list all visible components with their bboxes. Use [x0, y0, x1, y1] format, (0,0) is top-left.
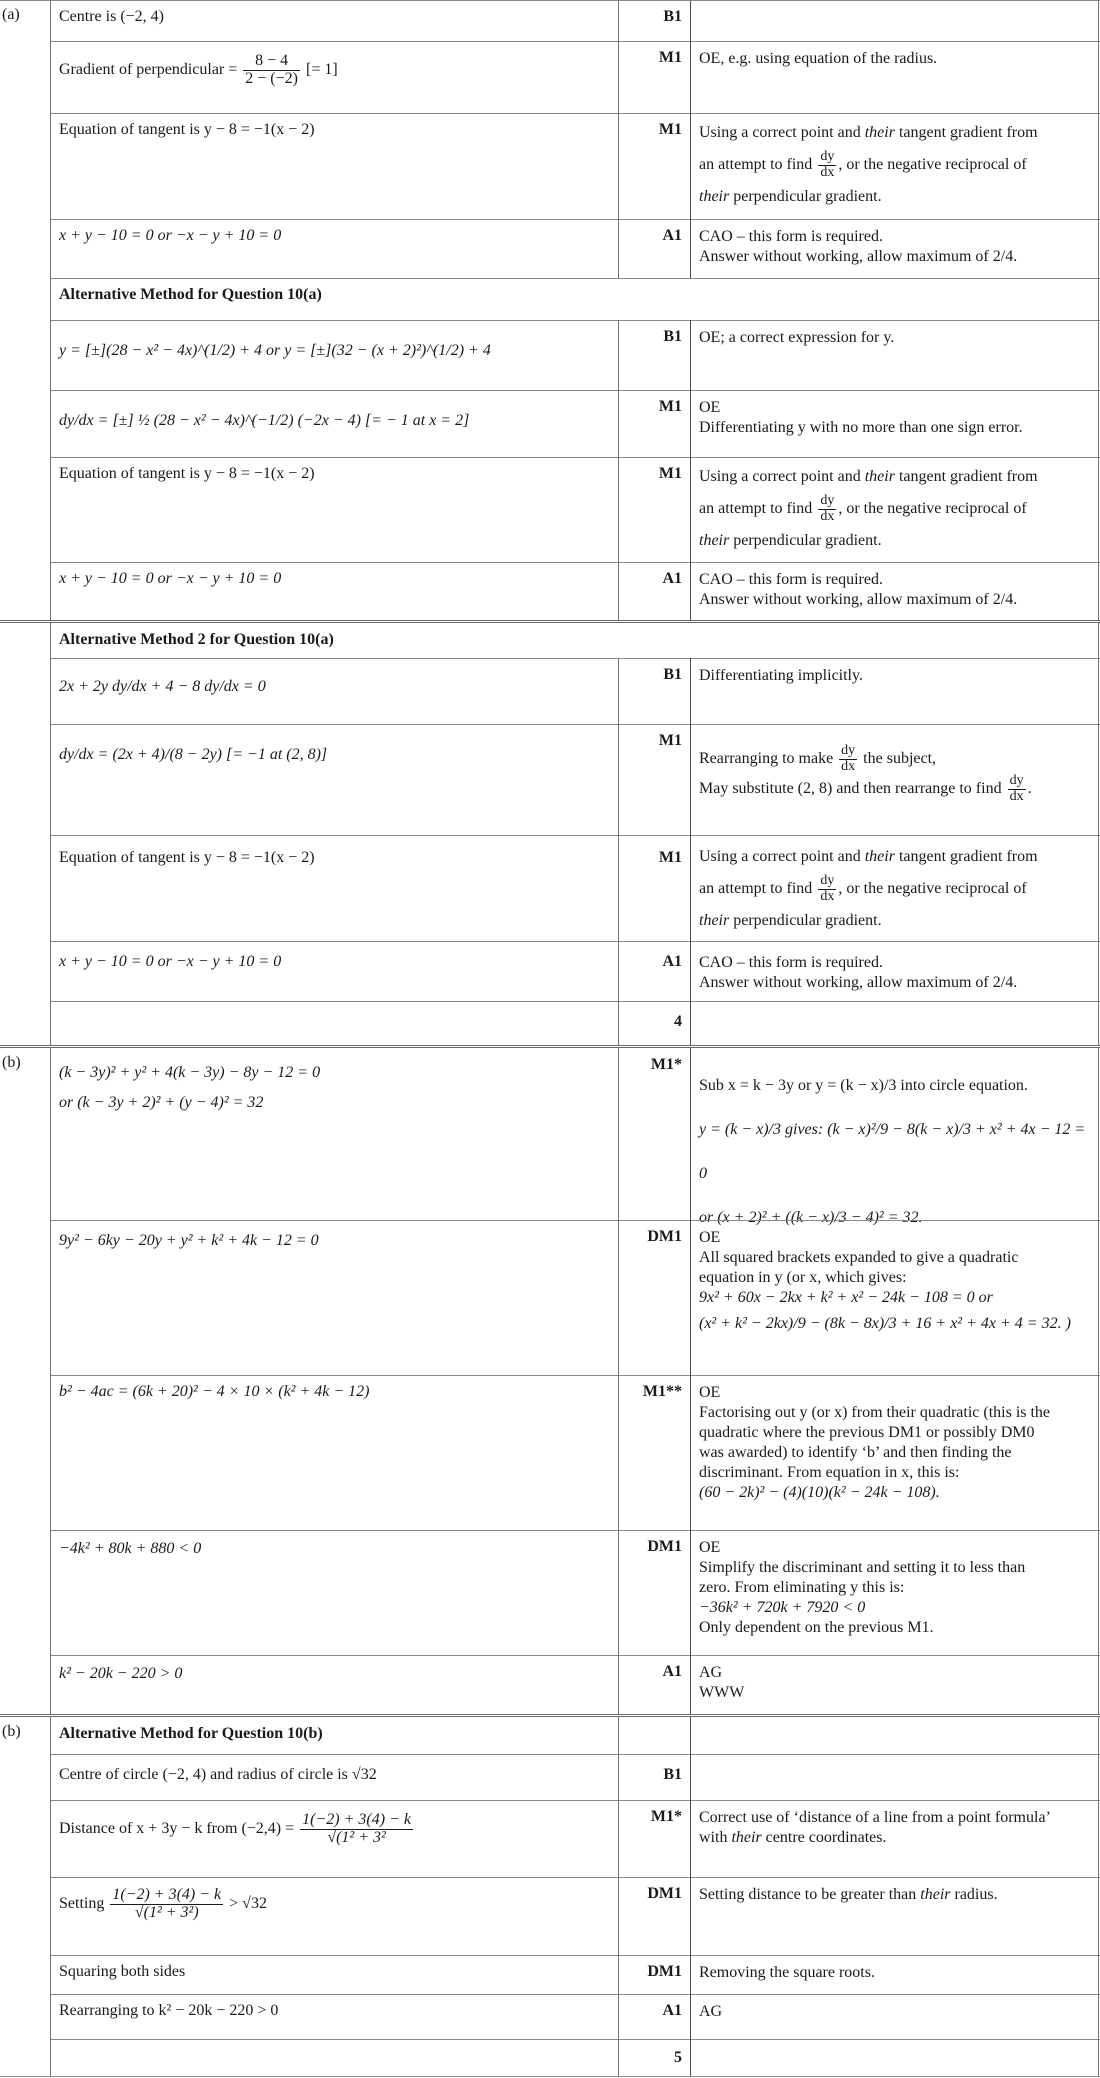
table-row [0, 1994, 1100, 2039]
guidance-cell [690, 1877, 1099, 1955]
guidance-emphasis: their [864, 468, 895, 485]
mark-cell: M1 [618, 113, 690, 219]
guidance-emphasis: their [731, 1829, 762, 1846]
guidance-cell [690, 1530, 1099, 1655]
fraction-numerator: 8 − 4 [243, 53, 300, 71]
table-row [0, 1800, 1100, 1877]
answer-text: or (k − 3y + 2)² + (y − 4)² = 32 [59, 1094, 264, 1111]
guidance-text: 9x² + 60x − 2kx + k² + x² − 24k − 108 = 0 or [699, 1289, 993, 1306]
answer-cell [50, 41, 618, 113]
guidance-cell [690, 1220, 1099, 1375]
total-row [0, 1001, 1100, 1045]
guidance-text: y = (k − x)/3 gives: (k − x)²/9 − 8(k − x)/3 + x² + 4x − 12 = 0 [699, 1121, 1086, 1182]
table-row [0, 562, 1100, 620]
guidance-cell [690, 219, 1099, 278]
table-row [0, 1877, 1100, 1955]
total-row [0, 2039, 1100, 2076]
mark-cell: DM1 [618, 1877, 690, 1955]
table-row [0, 1955, 1100, 1994]
section-heading-row [0, 278, 1100, 320]
mark-cell: DM1 [618, 1530, 690, 1655]
mark-cell: DM1 [618, 1220, 690, 1375]
fraction-numerator: dy [1009, 773, 1024, 789]
guidance-text: perpendicular gradient. [733, 188, 882, 205]
guidance-text: tangent gradient from [898, 468, 1038, 485]
table-row [0, 390, 1100, 457]
table-row [0, 219, 1100, 278]
guidance-text: equation in y (or x, which gives: [699, 1269, 907, 1286]
fraction-denominator: dx [820, 508, 835, 524]
fraction [110, 1887, 223, 1922]
mark-cell: A1 [618, 219, 690, 278]
guidance-text: Using a correct point and [699, 848, 861, 865]
guidance-text: the subject, [863, 749, 937, 767]
guidance-cell [690, 562, 1099, 620]
guidance-text: or (x + 2)² + ((k − x)/3 − 4)² = 32. [699, 1209, 923, 1226]
table-row [0, 1375, 1100, 1530]
guidance-text: tangent gradient from [898, 124, 1038, 141]
answer-cell: Centre of circle (−2, 4) and radius of circle is √32 [50, 1754, 618, 1800]
fraction-numerator: dy [820, 493, 835, 509]
guidance-cell [690, 1655, 1099, 1714]
guidance-emphasis: their [699, 912, 730, 929]
mark-cell: M1 [618, 457, 690, 562]
guidance-text: WWW [699, 1684, 745, 1701]
table-row [0, 1754, 1100, 1800]
guidance-text: Correct use of ‘distance of a line from a point formula’ [699, 1809, 1051, 1826]
table-row [0, 1048, 1100, 1226]
section-heading: Alternative Method 2 for Question 10(a) [50, 623, 1099, 658]
guidance-text: perpendicular gradient. [733, 532, 882, 549]
answer-cell: dy/dx = (2x + 4)/(8 − 2y) [= −1 at (2, 8)] [50, 724, 618, 835]
guidance-cell [690, 390, 1099, 457]
answer-cell: x + y − 10 = 0 or −x − y + 10 = 0 [50, 941, 618, 1001]
mark-cell: M1 [618, 835, 690, 941]
answer-cell [50, 1048, 618, 1220]
guidance-text: OE [699, 399, 721, 416]
guidance-cell [690, 1375, 1099, 1530]
guidance-cell: Rearranging to make $\frac{dy}{dx}$ the subject, May substitute (2, 8) and then rearrange to find $\frac{dy}{dx}$ . [690, 724, 1099, 835]
mark-cell: B1 [618, 1754, 690, 1800]
guidance-cell [690, 1048, 1099, 1226]
table-row [0, 1655, 1100, 1714]
guidance-cell: AG [690, 1994, 1099, 2039]
guidance-text: was awarded) to identify ‘b’ and then finding the [699, 1444, 1012, 1461]
guidance-text: CAO – this form is required. [699, 954, 883, 971]
guidance-cell: Differentiating implicitly. [690, 658, 1099, 724]
guidance-text: , or the negative reciprocal of [838, 500, 1027, 517]
guidance-text: zero. From eliminating y this is: [699, 1579, 905, 1596]
fraction-numerator: 1(−2) + 3(4) − k [112, 1886, 222, 1903]
answer-cell [50, 1800, 618, 1877]
fraction-denominator: dx [1009, 789, 1024, 805]
part-label: (a) [2, 6, 20, 23]
guidance-text: perpendicular gradient. [733, 912, 882, 929]
guidance-text: an attempt to find [699, 880, 813, 897]
table-row [0, 1220, 1100, 1375]
dy-dx-fraction [818, 150, 836, 180]
answer-text: > √32 [225, 1894, 267, 1912]
guidance-text: Rearranging to make [699, 749, 834, 767]
dy-dx-fraction [818, 874, 836, 904]
guidance-text: −36k² + 720k + 7920 < 0 [699, 1599, 866, 1616]
guidance-text: OE [699, 1539, 721, 1556]
guidance-text: Using a correct point and [699, 468, 861, 485]
fraction-numerator: 1(−2) + 3(4) − k [302, 1811, 411, 1828]
guidance-text: Answer without working, allow maximum of 2/4. [699, 248, 1018, 265]
guidance-text: Setting distance to be greater than [699, 1886, 917, 1903]
answer-cell: dy/dx = [±] ½ (28 − x² − 4x)^(−1/2) (−2x − 4) [= − 1 at x = 2] [50, 390, 618, 457]
guidance-text: All squared brackets expanded to give a quadratic [699, 1249, 1019, 1266]
table-row [0, 320, 1100, 390]
fraction [243, 53, 300, 88]
guidance-text: Answer without working, allow maximum of 2/4. [699, 974, 1018, 991]
guidance-text: discriminant. From equation in x, this is: [699, 1464, 960, 1481]
guidance-cell [690, 941, 1099, 1001]
table-row [0, 457, 1100, 562]
guidance-cell: Removing the square roots. [690, 1955, 1099, 1994]
guidance-text: May substitute (2, 8) and then rearrange to find [699, 780, 1002, 798]
mark-cell: M1 [618, 724, 690, 835]
mark-cell: A1 [618, 1994, 690, 2039]
guidance-cell [690, 0, 1099, 41]
guidance-text: centre coordinates. [765, 1829, 887, 1846]
guidance-text: Simplify the discriminant and setting it to less than [699, 1559, 1026, 1576]
table-row [0, 0, 1100, 41]
mark-cell: DM1 [618, 1955, 690, 1994]
answer-cell: 9y² − 6ky − 20y + y² + k² + 4k − 12 = 0 [50, 1220, 618, 1375]
table-row [0, 941, 1100, 1001]
fraction-denominator: dx [820, 888, 835, 904]
table-row [0, 835, 1100, 941]
guidance-emphasis: their [699, 532, 730, 549]
answer-cell: 2x + 2y dy/dx + 4 − 8 dy/dx = 0 [50, 658, 618, 724]
section-heading-row [0, 623, 1100, 658]
total-marks: 5 [618, 2039, 690, 2076]
guidance-text: an attempt to find [699, 156, 813, 173]
answer-cell: b² − 4ac = (6k + 20)² − 4 × 10 × (k² + 4k − 12) [50, 1375, 618, 1530]
section-heading-row [0, 1717, 1100, 1754]
answer-cell: Centre is (−2, 4) [50, 0, 618, 41]
section-heading: Alternative Method for Question 10(b) [50, 1717, 618, 1754]
guidance-cell: OE; a correct expression for y. [690, 320, 1099, 390]
guidance-text: Only dependent on the previous M1. [699, 1619, 934, 1636]
guidance-cell [690, 1754, 1099, 1800]
total-marks: 4 [618, 1001, 690, 1045]
mark-cell: A1 [618, 1655, 690, 1714]
table-row [0, 41, 1100, 113]
answer-cell: y = [±](28 − x² − 4x)^(1/2) + 4 or y = [±](32 − (x + 2)²)^(1/2) + 4 [50, 320, 618, 390]
answer-cell: Rearranging to k² − 20k − 220 > 0 [50, 1994, 618, 2039]
dy-dx-fraction [818, 494, 836, 524]
guidance-text: , or the negative reciprocal of [838, 156, 1027, 173]
mark-cell: A1 [618, 941, 690, 1001]
answer-text: (k − 3y)² + y² + 4(k − 3y) − 8y − 12 = 0 [59, 1064, 321, 1081]
answer-cell: x + y − 10 = 0 or −x − y + 10 = 0 [50, 219, 618, 278]
guidance-text: (x² + k² − 2kx)/9 − (8k − 8x)/3 + 16 + x² + 4x + 4 = 32. ) [699, 1315, 1071, 1332]
answer-cell: Squaring both sides [50, 1955, 618, 1994]
guidance-emphasis: their [920, 1886, 951, 1903]
fraction-denominator: dx [841, 758, 856, 774]
guidance-text: an attempt to find [699, 500, 813, 517]
fraction-denominator: 2 − (−2) [245, 69, 298, 87]
fraction-denominator: √(1² + 3²) [134, 1903, 199, 1921]
guidance-text: Using a correct point and [699, 124, 861, 141]
part-label: (b) [2, 1054, 21, 1071]
guidance-text: radius. [954, 1886, 998, 1903]
fraction-numerator: dy [841, 743, 856, 758]
mark-cell: B1 [618, 0, 690, 41]
part-label: (b) [2, 1723, 21, 1740]
mark-cell: B1 [618, 320, 690, 390]
guidance-text: quadratic where the previous DM1 or possibly DM0 [699, 1424, 1035, 1441]
answer-cell: x + y − 10 = 0 or −x − y + 10 = 0 [50, 562, 618, 620]
fraction [300, 1812, 413, 1847]
mark-cell: M1 [618, 41, 690, 113]
answer-text: [= 1] [301, 60, 338, 78]
guidance-emphasis: their [699, 188, 730, 205]
table-row [0, 724, 1100, 835]
mark-cell: M1* [618, 1048, 690, 1220]
guidance-text: , or the negative reciprocal of [838, 880, 1027, 897]
guidance-cell: OE, e.g. using equation of the radius. [690, 41, 1099, 113]
mark-cell: M1 [618, 390, 690, 457]
answer-cell: k² − 20k − 220 > 0 [50, 1655, 618, 1714]
guidance-emphasis: their [864, 848, 895, 865]
table-row [0, 113, 1100, 219]
dy-dx-fraction [839, 744, 857, 774]
mark-cell: M1** [618, 1375, 690, 1530]
guidance-text: AG [699, 1664, 723, 1681]
answer-cell: Equation of tangent is y − 8 = −1(x − 2) [50, 835, 618, 941]
fraction-numerator: dy [820, 873, 835, 889]
section-heading: Alternative Method for Question 10(a) [50, 278, 1099, 320]
table-row [0, 658, 1100, 724]
mark-cell: M1* [618, 1800, 690, 1877]
guidance-cell [690, 457, 1099, 562]
guidance-text: Differentiating y with no more than one sign error. [699, 419, 1023, 436]
table-row [0, 1530, 1100, 1655]
fraction-numerator: dy [820, 149, 835, 165]
answer-cell: Equation of tangent is y − 8 = −1(x − 2) [50, 113, 618, 219]
guidance-text: Sub x = k − 3y or y = (k − x)/3 into circle equation. [699, 1077, 1028, 1094]
guidance-cell [690, 1800, 1099, 1877]
mark-cell: A1 [618, 562, 690, 620]
guidance-text: tangent gradient from [898, 848, 1038, 865]
answer-cell: Equation of tangent is y − 8 = −1(x − 2) [50, 457, 618, 562]
guidance-cell [690, 113, 1099, 219]
guidance-text: with [699, 1829, 728, 1846]
guidance-text: OE [699, 1229, 721, 1246]
answer-text: Gradient of perpendicular = [59, 60, 242, 78]
answer-cell [50, 1877, 618, 1955]
answer-text: Setting [59, 1894, 109, 1912]
guidance-text: Answer without working, allow maximum of 2/4. [699, 591, 1018, 608]
guidance-cell [690, 835, 1099, 941]
guidance-text: OE [699, 1384, 721, 1401]
mark-cell: B1 [618, 658, 690, 724]
guidance-text: (60 − 2k)² − (4)(10)(k² − 24k − 108). [699, 1484, 940, 1501]
fraction-denominator: √(1² + 3² [327, 1828, 386, 1846]
guidance-text: CAO – this form is required. [699, 228, 883, 245]
guidance-emphasis: their [864, 124, 895, 141]
guidance-text: CAO – this form is required. [699, 571, 883, 588]
answer-text: Distance of x + 3y − k from (−2,4) = [59, 1819, 299, 1837]
fraction-denominator: dx [820, 164, 835, 180]
guidance-text: Factorising out y (or x) from their quadratic (this is the [699, 1404, 1051, 1421]
dy-dx-fraction [1008, 774, 1026, 804]
answer-cell: −4k² + 80k + 880 < 0 [50, 1530, 618, 1655]
